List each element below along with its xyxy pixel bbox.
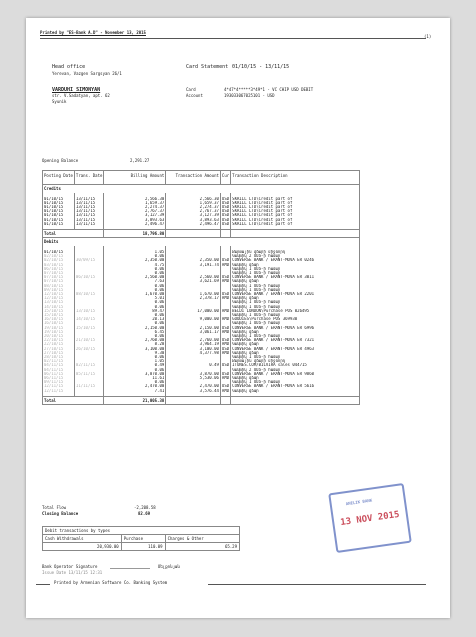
table-cell: 02/10/15 [43, 254, 75, 258]
table-cell: 2,760.00 [104, 338, 166, 342]
table-cell: 13/11/15 [74, 222, 104, 226]
table-cell: SKRILL LTD\Credit part of [231, 213, 360, 217]
table-cell: Կանխիկ 1 ՍՄՏ-ի համար [231, 380, 360, 384]
statement-period: 01/10/15 - 13/11/15 [232, 64, 290, 70]
table-cell: 2,496.47 [104, 222, 166, 226]
table-cell: Քարտային վճարի միջնորդ [231, 359, 360, 363]
col-billing: Billing Amount [104, 171, 166, 185]
table-cell: 01/10/15 [43, 205, 75, 209]
table-cell: CONVERSE BANK / ERANT-MOVA ER 9860 [231, 372, 360, 376]
table-cell: 2,760.00 [166, 338, 221, 342]
debits-label: Debits [43, 238, 360, 246]
table-cell: 06/11/15 [43, 376, 75, 380]
table-cell: 4,377.98 [166, 351, 221, 355]
table-cell: Կանխիկ 1 ՍՄՏ-ի համար [231, 284, 360, 288]
debits-total-value: 21,005.38 [104, 397, 166, 405]
transactions-table [42, 170, 360, 405]
table-cell: 0.06 [104, 300, 166, 304]
footer-printed-by: Printed by Armenian Software Co. Banking System [54, 580, 168, 585]
office-label: Head office [52, 64, 86, 70]
stamp-bank: ANELIK BANK [345, 497, 373, 507]
table-cell [231, 230, 360, 238]
table-cell: 2,470.00 [104, 384, 166, 388]
table-cell: CONVERSE BANK / ERANT-MOVA ER 5616 [231, 384, 360, 388]
table-cell: 2,350.00 [166, 258, 221, 262]
table-cell [220, 230, 230, 238]
table-cell: 02/11/15 [74, 363, 104, 367]
table-cell: 01/10/15 [43, 197, 75, 201]
table-cell: 07/10/15 [43, 279, 75, 283]
table-cell: 3,061.17 [166, 330, 221, 334]
table-cell: 04/11/15 [43, 363, 75, 367]
credits-section [43, 185, 360, 193]
table-cell: USD [221, 384, 230, 389]
table-cell: 0.06 [104, 355, 166, 359]
table-cell: 13/10/15 [43, 300, 75, 304]
table-cell: 01/10/15 [43, 213, 75, 217]
footer-rule-left [36, 584, 50, 585]
table-cell: SKRILL LTD\Credit part of [231, 205, 360, 209]
table-cell: Կանխիկ 1 ՍՄՏ-ի համար [231, 305, 360, 309]
client-name: VARDUHI SIMONYAN [52, 87, 101, 93]
table-cell: 07/10/15 [43, 275, 75, 279]
table-cell: 08/10/15 [74, 292, 104, 296]
signature-name: Մելքոնյան [158, 564, 180, 569]
table-cell: USD [221, 275, 230, 280]
table-cell: 0.06 [104, 284, 166, 288]
signature-label: Bank Operator Signature [42, 564, 98, 569]
table-cell: 9,000.00 [166, 317, 221, 321]
table-cell: 2,150.00 [166, 326, 221, 330]
table-cell: 3,870.00 [166, 372, 221, 376]
table-cell: 13/11/15 [74, 213, 104, 217]
table-cell: USD [221, 291, 230, 296]
table-cell: USD [221, 258, 230, 263]
table-cell: SKRILL LTD\Credit part of [231, 218, 360, 222]
footer-rule-right [208, 584, 426, 585]
table-cell: 3,127.39 [166, 213, 221, 217]
table-cell: USD [221, 200, 230, 205]
table-cell: 12/10/15 [43, 296, 75, 300]
table-cell: 0.06 [104, 321, 166, 325]
table-cell: 13/11/15 [74, 205, 104, 209]
statement-page [26, 18, 450, 618]
issue-date: Issue Date 13/11/15 12:31 [42, 570, 103, 575]
table-cell: 0.06 [104, 305, 166, 309]
table-cell: USD [221, 209, 230, 214]
table-cell: 12/11/15 [43, 384, 75, 388]
card-value: 4*47*4*****3*49*1 - VC CHIP USD DEBIT [224, 87, 314, 92]
table-cell: SKRILL LTD\Credit part of [231, 197, 360, 201]
table-cell: 13/11/15 [74, 201, 104, 205]
table-header [43, 171, 360, 185]
card-label: Card [186, 87, 196, 92]
table-cell: 01/10/15 [43, 250, 75, 254]
opening-balance-value: 2,291.27 [130, 158, 150, 163]
table-cell: 1,670.00 [166, 292, 221, 296]
table-cell: 17,000.00 [166, 309, 221, 313]
stamp-date: 13 NOV 2015 [339, 509, 401, 529]
table-cell: 1.05 [104, 250, 166, 254]
table-cell: 06/11/15 [43, 372, 75, 376]
table-cell: 1,659.37 [104, 201, 166, 205]
table-cell: 14/10/15 [43, 305, 75, 309]
summary-head-purchase: Purchase [121, 535, 165, 543]
table-cell: Կանխիկ 1 ՍՄՏ-ի համար [231, 321, 360, 325]
table-cell: 09/10/15 [43, 288, 75, 292]
summary-head-cash: Cash Withdrawals [43, 535, 122, 543]
table-cell: 7.41 [104, 389, 166, 393]
summary-charges-value: 65.29 [165, 543, 239, 551]
table-cell: 2,350.00 [104, 258, 166, 262]
table-cell: 3,893.63 [104, 218, 166, 222]
credits-total [43, 230, 360, 238]
table-cell: 2,274.37 [104, 205, 166, 209]
table-cell: 01/10/15 [43, 218, 75, 222]
table-cell: 0.49 [166, 363, 221, 367]
col-transaction: Transaction Amount [166, 171, 221, 185]
table-cell: BELDI LONDON\Purchase POS 026495 [231, 309, 360, 313]
table-cell: Կանխիկ վճար [231, 389, 360, 393]
table-cell: Կանխիկ 2 ՍՄՏ-ի համար [231, 368, 360, 372]
table-cell: CONVERSE BANK / ERANT-MOVA ER 0246 [231, 258, 360, 262]
table-cell: 0.06 [104, 334, 166, 338]
table-cell: SKRILL LTD\Credit part of [231, 209, 360, 213]
credits-total-label: Total [43, 230, 104, 238]
col-cur: Cur [220, 171, 230, 185]
table-cell: 03/10/15 [43, 263, 75, 267]
table-cell: 2,150.00 [104, 326, 166, 330]
table-cell: AMD [221, 376, 230, 381]
closing-balance-value: 82.69 [138, 511, 151, 516]
table-cell: 22/10/15 [43, 338, 75, 342]
credits-total-value: 18,796.80 [104, 230, 166, 238]
table-cell: 20.13 [104, 317, 166, 321]
table-cell: 06/10/15 [43, 267, 75, 271]
table-cell: Կանխիկ 2 ՍՄՏ-ի համար [231, 254, 360, 258]
table-cell: 3,893.63 [166, 218, 221, 222]
table-cell: AMD [221, 329, 230, 334]
header-rule [40, 38, 426, 39]
table-cell: 19/10/15 [43, 326, 75, 330]
table-cell [231, 397, 360, 405]
summary-cash-value: 20,930.00 [43, 543, 122, 551]
page-marker: (1) [424, 34, 432, 39]
table-cell: 3,100.00 [166, 347, 221, 351]
col-trans: Trans. Date [74, 171, 104, 185]
table-cell: 11/11/15 [74, 384, 104, 388]
table-cell: 3,127.39 [104, 213, 166, 217]
table-cell: AMD [221, 388, 230, 393]
table-cell: 15/10/15 [74, 326, 104, 330]
table-cell: 0.06 [104, 267, 166, 271]
table-cell: 01/10/15 [43, 201, 75, 205]
table-cell: 3,191.74 [166, 263, 221, 267]
table-cell: 15/10/15 [43, 313, 75, 317]
table-cell: 6.45 [104, 330, 166, 334]
total-flow-value: -2,208.58 [134, 505, 156, 510]
table-cell: Կանխիկ վճար [231, 263, 360, 267]
table-cell: USD [221, 363, 230, 368]
table-cell: Կանխիկ 1 ՍՄՏ-ի համար [231, 271, 360, 275]
table-cell: 16/10/15 [43, 321, 75, 325]
table-cell: SKRILL LTD\Credit part of [231, 222, 360, 226]
table-cell: CONVERSE BANK / ERANT-MOVA ER 2201 [231, 292, 360, 296]
table-cell: 06/10/15 [74, 275, 104, 279]
table-cell: USD [221, 221, 230, 226]
table-cell: 2,566.30 [104, 197, 166, 201]
table-cell: Կանխիկ 1 ՍՄՏ-ի համար [231, 288, 360, 292]
table-cell: 09/11/15 [43, 380, 75, 384]
table-cell: AMD [221, 342, 230, 347]
table-cell: 2,560.00 [166, 275, 221, 279]
table-cell: AMD [221, 350, 230, 355]
table-cell: 2,274.37 [166, 205, 221, 209]
table-cell: 05/11/15 [74, 372, 104, 376]
table-cell: 0.06 [104, 380, 166, 384]
table-cell: AMD [221, 317, 230, 322]
table-cell: 19/10/15 [43, 330, 75, 334]
closing-balance-label: Closing Balance [42, 511, 79, 516]
table-cell: Կանխիկ վճար [231, 376, 360, 380]
table-cell: USD [221, 371, 230, 376]
account-label: Account [186, 93, 203, 98]
print-header: Printed by "ES-Bank A.D" - November 13, 2015 [40, 30, 146, 35]
table-cell: 30/09/15 [74, 258, 104, 262]
table-cell: 2,496.47 [166, 222, 221, 226]
table-cell: 2,566.30 [166, 197, 221, 201]
table-cell: 02/10/15 [43, 258, 75, 262]
table-cell: 2,470.00 [166, 384, 221, 388]
table-cell: 7.63 [104, 279, 166, 283]
table-cell: 5.01 [104, 296, 166, 300]
account-value: 193033067025101 - USD [224, 93, 275, 98]
table-cell: 28/10/15 [43, 355, 75, 359]
table-cell: 2,767.37 [166, 209, 221, 213]
table-cell: 12/10/15 [43, 292, 75, 296]
table-cell: Կանխիկ վճար [231, 351, 360, 355]
table-cell: 12/11/15 [43, 389, 75, 393]
table-cell: 3,576.44 [166, 389, 221, 393]
table-cell: 0.06 [104, 271, 166, 275]
table-cell: 20/10/15 [43, 334, 75, 338]
debits-section [43, 238, 360, 246]
table-cell: Կանխիկ 1 ՍՄՏ-ի համար [231, 300, 360, 304]
bank-stamp [328, 483, 412, 553]
table-cell: Կանխիկ վճար [231, 279, 360, 283]
table-cell: CONVERSE BANK / ERANT-MOVA ER 4963 [231, 347, 360, 351]
table-cell: CONVERSE BANK / ERANT-MOVA ER 6996 [231, 326, 360, 330]
summary-head-charges: Charges & Other [165, 535, 239, 543]
table-cell: 27/10/15 [43, 351, 75, 355]
col-desc: Transaction Description [231, 171, 360, 185]
table-cell: 16/10/15 [43, 317, 75, 321]
table-cell: 2,378.17 [166, 296, 221, 300]
table-cell: 0.49 [104, 363, 166, 367]
table-cell: 21/10/15 [74, 338, 104, 342]
table-cell: USD [221, 325, 230, 330]
table-cell: USD [221, 213, 230, 218]
table-cell: 13/11/15 [74, 209, 104, 213]
table-cell: 3,621.69 [166, 279, 221, 283]
col-posting: Posting Date [43, 171, 75, 185]
table-cell: ITUNES.COM/BILVIRA sales 044715 [231, 363, 360, 367]
table-cell: 0.06 [104, 368, 166, 372]
table-cell [166, 230, 221, 238]
table-cell: Կանխիկ վճար [231, 296, 360, 300]
table-cell: AMD [221, 296, 230, 301]
table-cell [220, 397, 230, 405]
table-cell: 2,767.37 [104, 209, 166, 213]
table-cell [166, 397, 221, 405]
table-cell: 22/10/15 [43, 342, 75, 346]
table-cell: AMD [221, 262, 230, 267]
table-cell: 1.05 [104, 359, 166, 363]
table-cell: CONVERSE BANK / ERANT-MOVA ER 7321 [231, 338, 360, 342]
table-cell: 15/10/15 [43, 309, 75, 313]
table-cell: USD [221, 338, 230, 343]
table-cell: Կանխիկ 1 ՍՄՏ-ի համար [231, 313, 360, 317]
table-cell: 27/10/15 [43, 347, 75, 351]
table-cell: 01/10/15 [43, 209, 75, 213]
opening-balance-label: Opening Balance [42, 158, 79, 163]
summary-purchase-value: 110.09 [121, 543, 165, 551]
table-cell: 13/11/15 [74, 218, 104, 222]
office-address: Yerevan, Vazgen Sargsyan 26/1 [52, 71, 122, 76]
table-cell: 8.28 [104, 342, 166, 346]
table-cell: Քարտային վճարի միջնորդ [231, 250, 360, 254]
table-cell: 3,100.00 [104, 347, 166, 351]
client-city: Syunik [52, 99, 67, 104]
table-cell: 02/11/15 [43, 359, 75, 363]
debits-total-label: Total [43, 397, 104, 405]
table-cell: 11.61 [104, 376, 166, 380]
summary-title: Debit transactions by types [43, 527, 240, 535]
table-cell: 1,659.37 [166, 201, 221, 205]
table-cell: 5,530.06 [166, 376, 221, 380]
table-cell: Կանխիկ վճար [231, 342, 360, 346]
total-flow-label: Total Flow [42, 505, 67, 510]
table-cell: Կանխիկ վճար [231, 330, 360, 334]
table-cell: CONVERSE BANK / ERANT-MOVA ER 3011 [231, 275, 360, 279]
table-cell: 0.06 [104, 313, 166, 317]
table-cell: 26/10/15 [74, 347, 104, 351]
table-cell: 3,964.19 [166, 342, 221, 346]
table-cell: Կանխիկ 1 ՍՄՏ-ի համար [231, 355, 360, 359]
table-cell: 08/10/15 [43, 284, 75, 288]
table-cell: AMD [221, 279, 230, 284]
table-cell: USD [221, 346, 230, 351]
table-cell: 1,670.00 [104, 292, 166, 296]
table-cell: 89.47 [104, 309, 166, 313]
credits-label: Credits [43, 185, 360, 193]
table-cell: 01/10/15 [43, 222, 75, 226]
table-cell: USD [221, 204, 230, 209]
table-cell: Կանխիկ 1 ՍՄՏ-ի համար [231, 334, 360, 338]
table-cell: USD [221, 196, 230, 201]
table-cell: 13/11/15 [74, 197, 104, 201]
debits-total [43, 397, 360, 405]
table-cell: USD [221, 217, 230, 222]
table-cell: Կանխիկ 1 ՍՄՏ-ի համար [231, 267, 360, 271]
table-cell: AMD [221, 308, 230, 313]
table-cell: 13/10/15 [74, 309, 104, 313]
table-cell: 4.75 [104, 263, 166, 267]
table-cell: 2,560.00 [104, 275, 166, 279]
table-cell: 9.30 [104, 351, 166, 355]
client-street: str. V.Sadatyan, apt. 62 [52, 93, 110, 98]
signature-line [110, 568, 150, 569]
table-cell: 0.06 [104, 288, 166, 292]
debit-summary-table [42, 526, 240, 551]
statement-label: Card Statement [186, 64, 229, 70]
table-cell: 14/10/15 [74, 317, 104, 321]
table-cell: 3,870.00 [104, 372, 166, 376]
table-cell: 07/10/15 [43, 271, 75, 275]
table-cell: SKRILL LTD\Credit part of [231, 201, 360, 205]
table-cell: 0.06 [104, 254, 166, 258]
table-cell: GOODIES\Purchase POS 369930 [231, 317, 360, 321]
table-cell: 04/11/15 [43, 368, 75, 372]
